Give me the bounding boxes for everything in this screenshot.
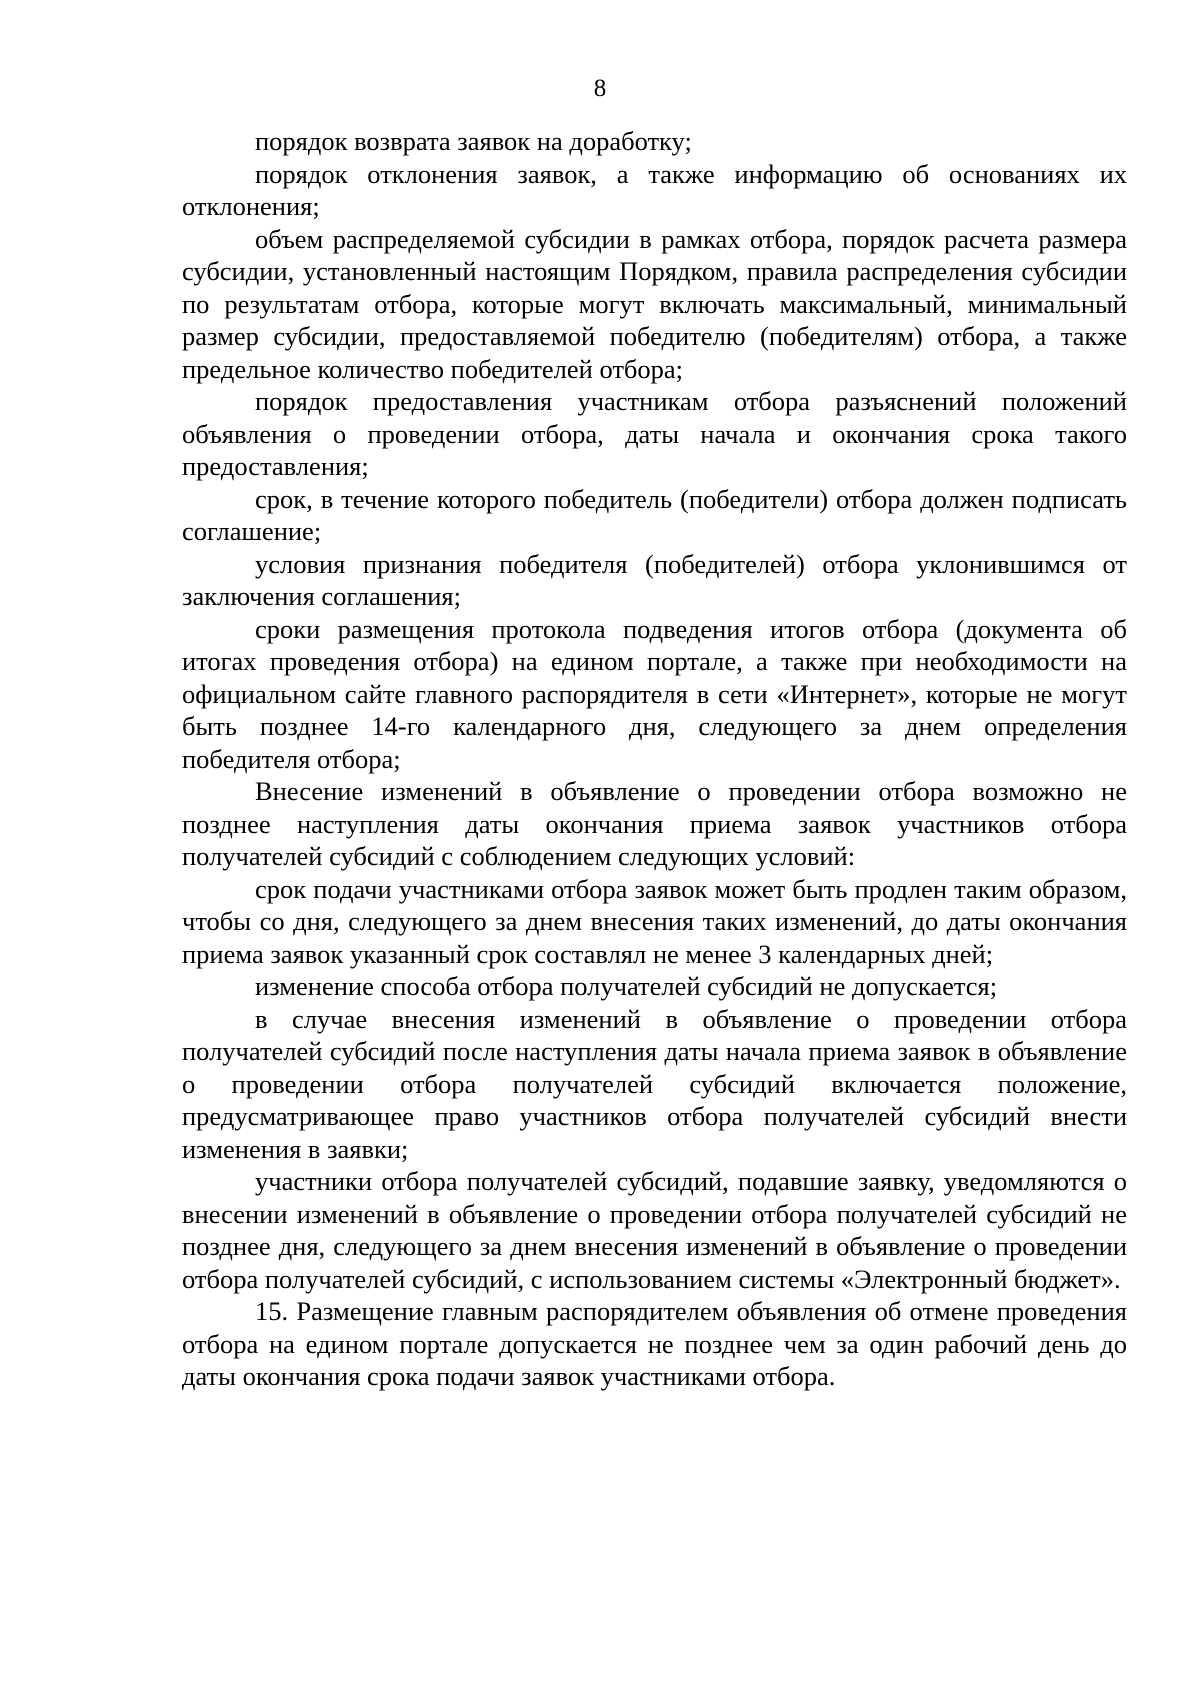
paragraph: объем распределяемой субсидии в рамках отбора, порядок расчета размера субсидии, установленный настоящим Порядком, правила распределения субсидии по результатам отбора, которые могут включать максимальный, минимальный размер субсидии, предоставляемой победителю (победителям) отбора, а также предельное количество победителей отбора; <box>182 223 1127 384</box>
document-body <box>182 125 1127 1393</box>
paragraph: участники отбора получателей субсидий, подавшие заявку, уведомляются о внесении изменений в объявление о проведении отбора получателей субсидий не позднее дня, следующего за днем внесения изменений в объявление о проведении отбора получателей субсидий, с использованием системы «Электронный бюджет». <box>182 1166 1127 1294</box>
paragraph: Внесение изменений в объявление о проведении отбора возможно не позднее наступления даты окончания приема заявок участников отбора получателей субсидий с соблюдением следующих условий: <box>182 776 1127 871</box>
paragraph: изменение способа отбора получателей субсидий не допускается; <box>255 971 998 1001</box>
paragraph-section-15: 15. Размещение главным распорядителем объявления об отмене проведения отбора на едином портале допускается не позднее чем за один рабочий день до даты окончания срока подачи заявок участниками отбора. <box>182 1296 1127 1391</box>
paragraph: срок подачи участниками отбора заявок может быть продлен таким образом, чтобы со дня, следующего за днем внесения таких изменений, до даты окончания приема заявок указанный срок составлял не менее 3 календарных дней; <box>182 873 1127 969</box>
paragraph: в случае внесения изменений в объявление о проведении отбора получателей субсидий после наступления даты начала приема заявок в объявление о проведении отбора получателей субсидий включается положение, предусматривающее право участников отбора получателей субсидий внести изменения в заявки; <box>182 1003 1127 1164</box>
paragraph: порядок отклонения заявок, а также информацию об основаниях их отклонения; <box>182 158 1127 221</box>
paragraph: порядок возврата заявок на доработку; <box>255 126 692 156</box>
paragraph: порядок предоставления участникам отбора разъяснений положений объявления о проведении отбора, даты начала и окончания срока такого предоставления; <box>182 386 1127 481</box>
paragraph: срок, в течение которого победитель (победители) отбора должен подписать соглашение; <box>182 483 1127 546</box>
page-number: 8 <box>593 75 607 102</box>
paragraph: условия признания победителя (победителей) отбора уклонившимся от заключения соглашения; <box>182 548 1127 611</box>
paragraph: сроки размещения протокола подведения итогов отбора (документа об итогах проведения отбора) на едином портале, а также при необходимости на официальном сайте главного распорядителя в сети «Интернет», которые не могут быть позднее 14-го календарного дня, следующего за днем определения победителя отбора; <box>182 613 1127 774</box>
